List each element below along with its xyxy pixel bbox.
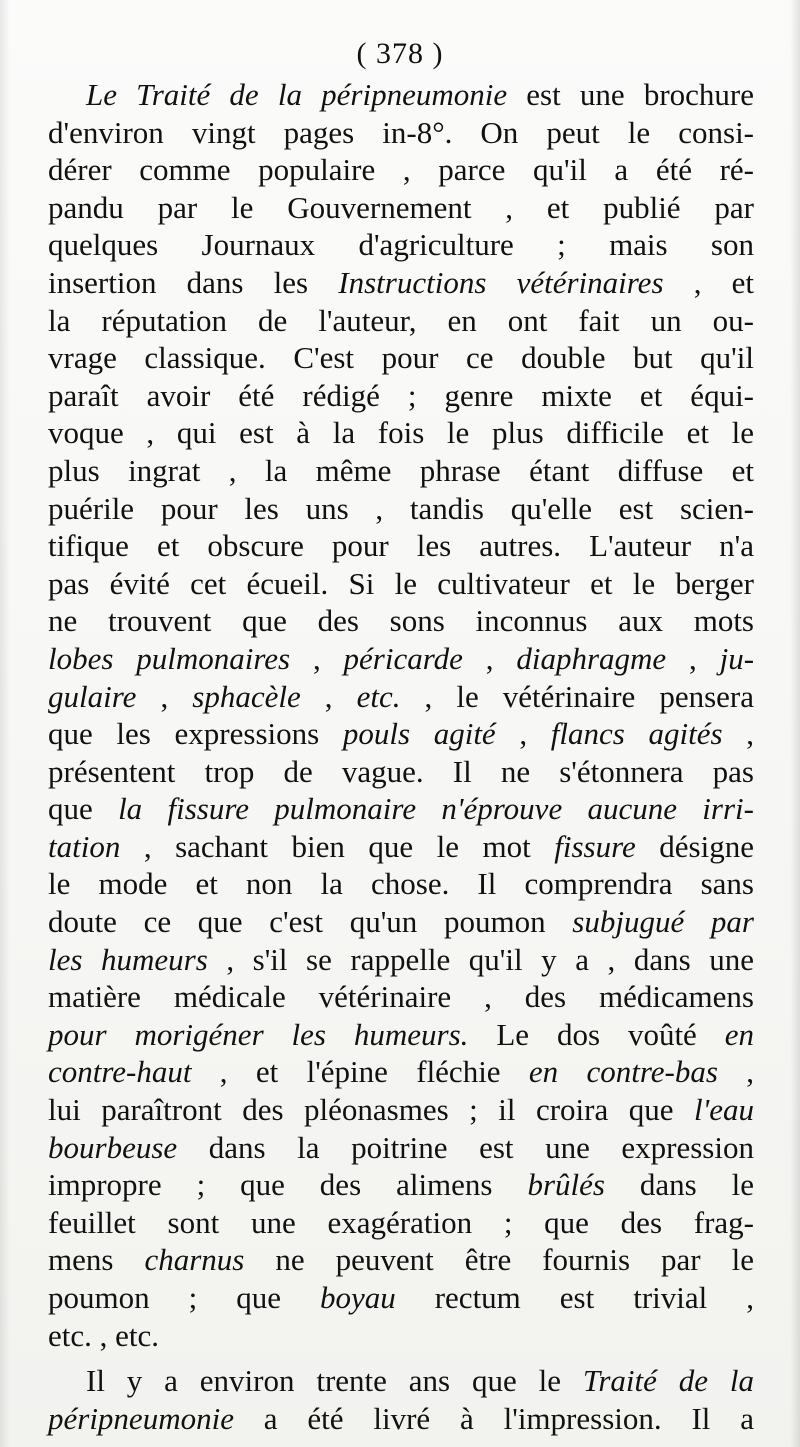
text-line	[48, 565, 754, 603]
text-line	[48, 302, 754, 340]
text-line	[48, 1241, 754, 1279]
text-line	[48, 452, 754, 490]
page-right-edge-shadow	[790, 0, 800, 1447]
text-segment: voque , qui est à la fois le plus difficile et le	[48, 415, 754, 451]
italic-text-segment: charnus	[144, 1242, 245, 1278]
text-segment: ,	[290, 640, 344, 676]
italic-text-segment: diaphragme	[516, 640, 667, 676]
text-line	[48, 790, 754, 828]
text-segment: pandu par le Gouvernement , et publié par	[48, 189, 754, 225]
italic-text-segment: flancs agités	[550, 716, 723, 752]
text-line	[48, 1204, 754, 1242]
text-segment: doute ce que c'est qu'un poumon	[48, 904, 573, 940]
text-line	[48, 1279, 754, 1317]
text-line	[48, 1362, 754, 1400]
text-segment: quelques Journaux d'agriculture ; mais son	[48, 227, 754, 263]
text-line	[48, 978, 754, 1016]
italic-text-segment: péripneumonie	[48, 1400, 234, 1436]
paragraph	[48, 1362, 754, 1437]
text-segment: ,	[136, 678, 193, 714]
text-segment: la réputation de l'auteur, en ont fait un ou-	[48, 302, 754, 338]
text-segment: dérer comme populaire , parce qu'il a été ré-	[48, 152, 754, 188]
italic-text-segment: Instructions vétérinaires	[338, 264, 664, 300]
italic-text-segment: gulaire	[48, 678, 137, 714]
text-segment: poumon ; que	[48, 1280, 320, 1315]
text-segment: , et l'épine fléchie	[191, 1054, 529, 1090]
text-line	[48, 1091, 754, 1129]
text-segment: ,	[462, 640, 517, 676]
text-segment: ne peuvent être fournis par le	[244, 1242, 755, 1278]
text-line	[48, 1400, 754, 1438]
text-segment: ne trouvent que des sons inconnus aux mots	[48, 603, 754, 639]
text-segment: Il y a environ trente ans que le	[86, 1363, 583, 1399]
text-segment: , s'il se rappelle qu'il y a , dans une	[207, 941, 754, 977]
text-line	[48, 114, 754, 152]
text-segment: , sachant bien que le mot	[120, 828, 555, 864]
italic-text-segment: fissure	[554, 828, 636, 864]
text-segment: dans le	[604, 1167, 755, 1203]
text-segment: ,	[722, 716, 754, 752]
text-segment: matière médicale vétérinaire , des médicamens	[48, 979, 754, 1015]
text-segment: désigne	[635, 828, 754, 864]
text-line	[48, 715, 754, 753]
text-segment: d'environ vingt pages in-8°. On peut le consi-	[48, 114, 754, 150]
text-segment: Le dos voûté	[468, 1016, 725, 1052]
text-line	[48, 678, 754, 716]
text-segment: puérile pour les uns , tandis qu'elle est scien-	[48, 490, 754, 526]
text-line	[48, 264, 754, 302]
text-segment: que	[48, 791, 119, 827]
text-segment: plus ingrat , la même phrase étant diffuse et	[48, 452, 754, 488]
text-line	[48, 226, 754, 264]
text-segment: insertion dans les	[48, 264, 339, 300]
text-segment: , le vétérinaire pensera	[400, 678, 755, 714]
text-segment: pas évité cet écueil. Si le cultivateur et le berger	[48, 565, 754, 601]
italic-text-segment: contre-haut	[48, 1054, 192, 1090]
text-segment: a été livré à l'impression. Il a	[233, 1400, 754, 1436]
text-line	[48, 865, 754, 903]
text-segment: etc. , etc.	[48, 1317, 160, 1353]
italic-text-segment: l'eau	[693, 1092, 754, 1128]
text-segment: le mode et non la chose. Il comprendra sans	[48, 866, 754, 902]
text-segment: est une brochure	[507, 77, 754, 112]
text-segment: ,	[300, 678, 357, 714]
italic-text-segment: lobes pulmonaires	[48, 640, 291, 676]
text-line	[48, 941, 754, 979]
text-segment: lui paraîtront des pléonasmes ; il croira que	[48, 1092, 694, 1128]
italic-text-segment: ju-	[719, 640, 755, 676]
body-text	[48, 76, 754, 1437]
italic-text-segment: subjugué par	[572, 904, 754, 940]
text-line	[48, 527, 754, 565]
text-line	[48, 151, 754, 189]
italic-text-segment: Le Traité de la péripneumonie	[86, 77, 508, 112]
text-segment: ,	[666, 640, 720, 676]
text-segment: que les expressions	[48, 716, 343, 752]
text-line	[48, 1317, 754, 1355]
italic-text-segment: en contre-bas	[528, 1054, 718, 1090]
text-line	[48, 377, 754, 415]
italic-text-segment: péricarde	[343, 640, 463, 676]
text-segment: impropre ; que des alimens	[48, 1167, 528, 1203]
text-line	[48, 1016, 754, 1054]
text-segment: feuillet sont une exagération ; que des frag-	[48, 1204, 754, 1240]
text-segment: mens	[48, 1242, 145, 1278]
italic-text-segment: bourbeuse	[48, 1129, 178, 1165]
text-line	[48, 1053, 754, 1091]
paragraph-gap	[48, 1354, 754, 1362]
text-segment: ,	[717, 1054, 755, 1090]
text-line	[48, 903, 754, 941]
text-line	[48, 602, 754, 640]
text-segment: rectum est trivial ,	[395, 1280, 754, 1315]
italic-text-segment: tation	[48, 828, 121, 864]
page-number: ( 378 )	[356, 37, 444, 70]
text-line	[48, 339, 754, 377]
italic-text-segment: boyau	[319, 1280, 396, 1315]
page-left-edge-shadow	[0, 0, 10, 1447]
text-line	[48, 189, 754, 227]
text-segment: vrage classique. C'est pour ce double but qu'il	[48, 340, 754, 376]
text-line	[48, 414, 754, 452]
text-segment: , et	[663, 264, 755, 300]
italic-text-segment: Traité de la	[582, 1363, 754, 1399]
text-line	[48, 828, 754, 866]
text-segment: présentent trop de vague. Il ne s'étonnera pas	[48, 753, 754, 789]
italic-text-segment: pour morigéner les humeurs.	[48, 1016, 469, 1052]
text-line	[48, 753, 754, 791]
paragraph	[48, 76, 754, 1354]
italic-text-segment: la fissure pulmonaire n'éprouve aucune irri-	[118, 791, 754, 827]
italic-text-segment: pouls agité	[342, 716, 496, 752]
text-segment: ,	[495, 716, 551, 752]
text-line	[48, 640, 754, 678]
italic-text-segment: etc.	[356, 678, 401, 714]
italic-text-segment: en	[724, 1016, 755, 1052]
italic-text-segment: les humeurs	[48, 941, 208, 977]
text-line	[48, 490, 754, 528]
text-segment: dans la poitrine est une expression	[177, 1129, 754, 1165]
italic-text-segment: sphacèle	[192, 678, 301, 714]
text-segment: tifique et obscure pour les autres. L'auteur n'a	[48, 528, 754, 564]
italic-text-segment: brûlés	[527, 1167, 605, 1203]
text-segment: paraît avoir été rédigé ; genre mixte et équi-	[48, 377, 754, 413]
text-line	[48, 76, 754, 114]
text-line	[48, 1166, 754, 1204]
text-line	[48, 1129, 754, 1167]
